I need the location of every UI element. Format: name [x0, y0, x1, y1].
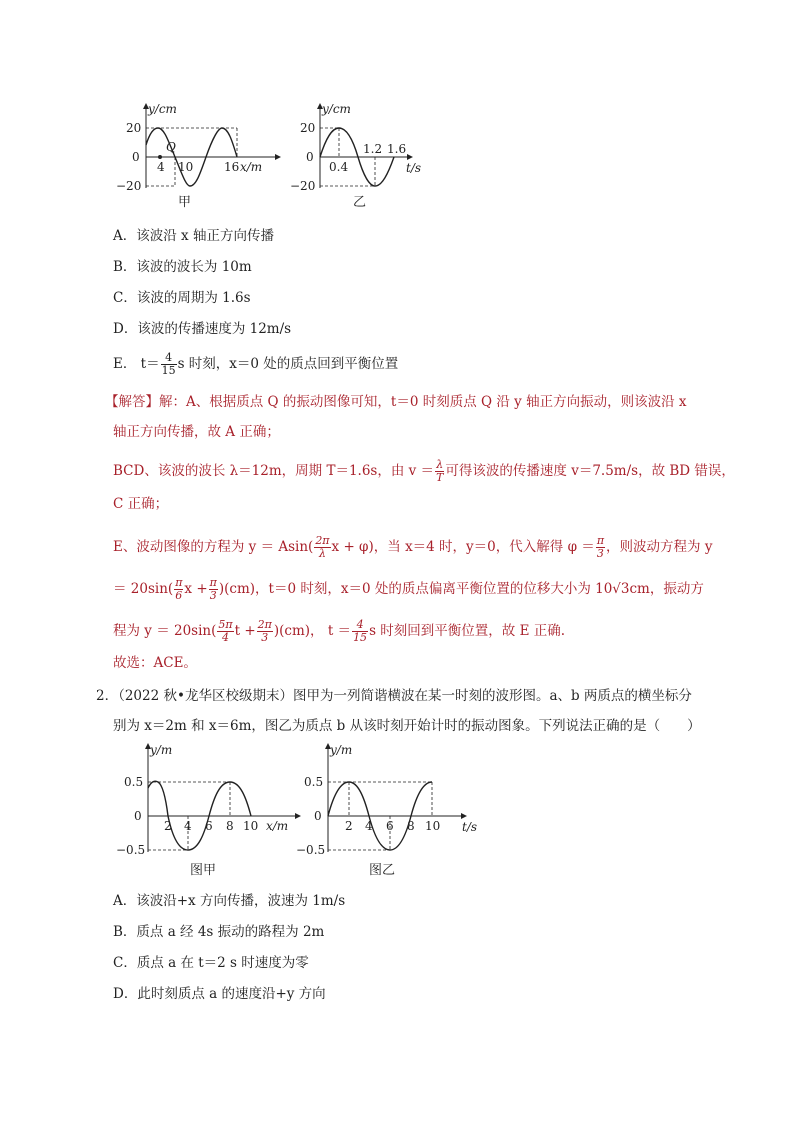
solution-line-7: 程为 y ＝ 20sin( $\frac{5\pi}{4}$ t + $\frac{2\pi}{3}$ )(cm)， t ＝ $\frac{4}{15}$ s 时刻回到平衡位置，故 E 正确.	[113, 618, 566, 644]
yi-ttick-1: 0.4	[329, 160, 349, 174]
yi-ttick-2: 1.2	[363, 142, 383, 156]
solution-line-3: BCD、该波的波长 λ＝12m，周期 T＝1.6s，由 v ＝ $\frac{\lambda}{T}$ 可得该波的传播速度 v＝7.5m/s，故 BD 错误，	[113, 458, 735, 484]
figure-1	[110, 100, 430, 215]
jia-caption: 甲	[178, 195, 192, 210]
yi2-ttick-3: 6	[386, 819, 394, 833]
q2-option-c: C．质点 a 在 t＝2 s 时速度为零	[113, 955, 309, 971]
yi2-ttick-5: 10	[425, 819, 441, 833]
jia-xtick-2: 10	[178, 160, 194, 174]
jia2-ytop: 0.5	[124, 775, 144, 789]
yi-xlabel: t/s	[406, 161, 422, 175]
jia2-xtick-5: 10	[243, 819, 259, 833]
yi-ylabel: y/cm	[322, 102, 351, 116]
q2-option-d: D．此时刻质点 a 的速度沿+y 方向	[113, 986, 326, 1002]
solution-tag: 【解答】	[105, 394, 159, 410]
solution-line-6: ＝ 20sin( $\frac{\pi}{6}$ x + $\frac{\pi}{3}$ )(cm)，t＝0 时刻，x＝0 处的质点偏离平衡位置的位移大小为 10√3cm，振动方	[113, 576, 704, 602]
q1-option-c: C．该波的周期为 1.6s	[113, 290, 251, 306]
yi2-ybottom: −0.5	[296, 843, 326, 857]
q1-option-a: A．该波沿 x 轴正方向传播	[113, 228, 274, 244]
solution-line-5: E、波动图像的方程为 y ＝ Asin( $\frac{2\pi}{\lambda}$ x + φ)，当 x＝4 时，y＝0，代入解得 φ ＝ $\frac{\pi}{3}$ ，则波动方程为 y	[113, 534, 713, 560]
fraction: $\frac{4}{15}$	[161, 351, 176, 377]
jia-xlabel: x/m	[240, 160, 263, 174]
yi2-ttick-2: 4	[365, 819, 373, 833]
solution-line-1: 【解答】解：A、根据质点 Q 的振动图像可知，t＝0 时刻质点 Q 沿 y 轴正方向振动，则该波沿 x	[105, 394, 687, 410]
jia-ylabel: y/cm	[148, 102, 177, 116]
jia2-caption: 图甲	[190, 863, 217, 878]
jia2-yzero: 0	[134, 809, 142, 823]
jia-ybottom: −20	[116, 179, 142, 193]
jia-yzero: 0	[132, 150, 140, 164]
jia-xtick-1: 4	[157, 160, 165, 174]
jia2-xtick-4: 8	[226, 819, 234, 833]
yi2-ylabel: y/m	[330, 743, 353, 757]
jia2-ybottom: −0.5	[116, 843, 146, 857]
yi2-xlabel: t/s	[462, 820, 478, 834]
yi2-yzero: 0	[314, 809, 322, 823]
solution-line-4: C 正确；	[113, 496, 169, 512]
q2-stem-line-1: 2．（2022 秋•龙华区校级期末）图甲为一列简谐横波在某一时刻的波形图。a、b 两质点的横坐标分	[96, 688, 692, 704]
q2-stem-line-2: 别为 x＝2m 和 x＝6m，图乙为质点 b 从该时刻开始计时的振动图象。下列说法正确的是（ ）	[113, 718, 701, 734]
jia-point-q: Q	[166, 140, 176, 154]
yi-caption: 乙	[353, 195, 367, 210]
vibration-graph-yi	[290, 102, 421, 210]
q1-option-d: D．该波的传播速度为 12m/s	[113, 321, 292, 337]
jia2-ylabel: y/m	[150, 743, 173, 757]
yi-ttick-3: 1.6	[387, 142, 407, 156]
solution-choice: 故选：ACE。	[113, 655, 197, 671]
figure-2	[116, 740, 500, 880]
yi-ybottom: −20	[290, 179, 316, 193]
solution-line-2: 轴正方向传播，故 A 正确；	[113, 424, 280, 440]
yi2-ttick-1: 2	[345, 819, 353, 833]
jia2-xtick-1: 2	[164, 819, 172, 833]
yi-yzero: 0	[306, 150, 314, 164]
q2-option-b: B．质点 a 经 4s 振动的路程为 2m	[113, 924, 325, 940]
wave-graph-jia-2	[116, 743, 300, 878]
jia2-xtick-2: 4	[184, 819, 192, 833]
yi2-caption: 图乙	[369, 863, 396, 878]
q1-option-e: E． t＝ $\frac{4}{15}$ s 时刻，x＝0 处的质点回到平衡位置	[113, 351, 399, 377]
vibration-graph-yi-2	[296, 743, 477, 878]
jia-xtick-3: 16	[224, 160, 240, 174]
wave-graph-jia	[116, 102, 280, 210]
jia2-xtick-3: 6	[205, 819, 213, 833]
q2-option-a: A．该波沿+x 方向传播，波速为 1m/s	[113, 893, 346, 909]
jia-ytop: 20	[126, 121, 142, 135]
q1-option-b: B．该波的波长为 10m	[113, 259, 252, 275]
yi-ytop: 20	[300, 121, 316, 135]
yi2-ytop: 0.5	[304, 775, 324, 789]
yi2-ttick-4: 8	[407, 819, 415, 833]
jia2-xlabel: x/m	[266, 819, 289, 833]
